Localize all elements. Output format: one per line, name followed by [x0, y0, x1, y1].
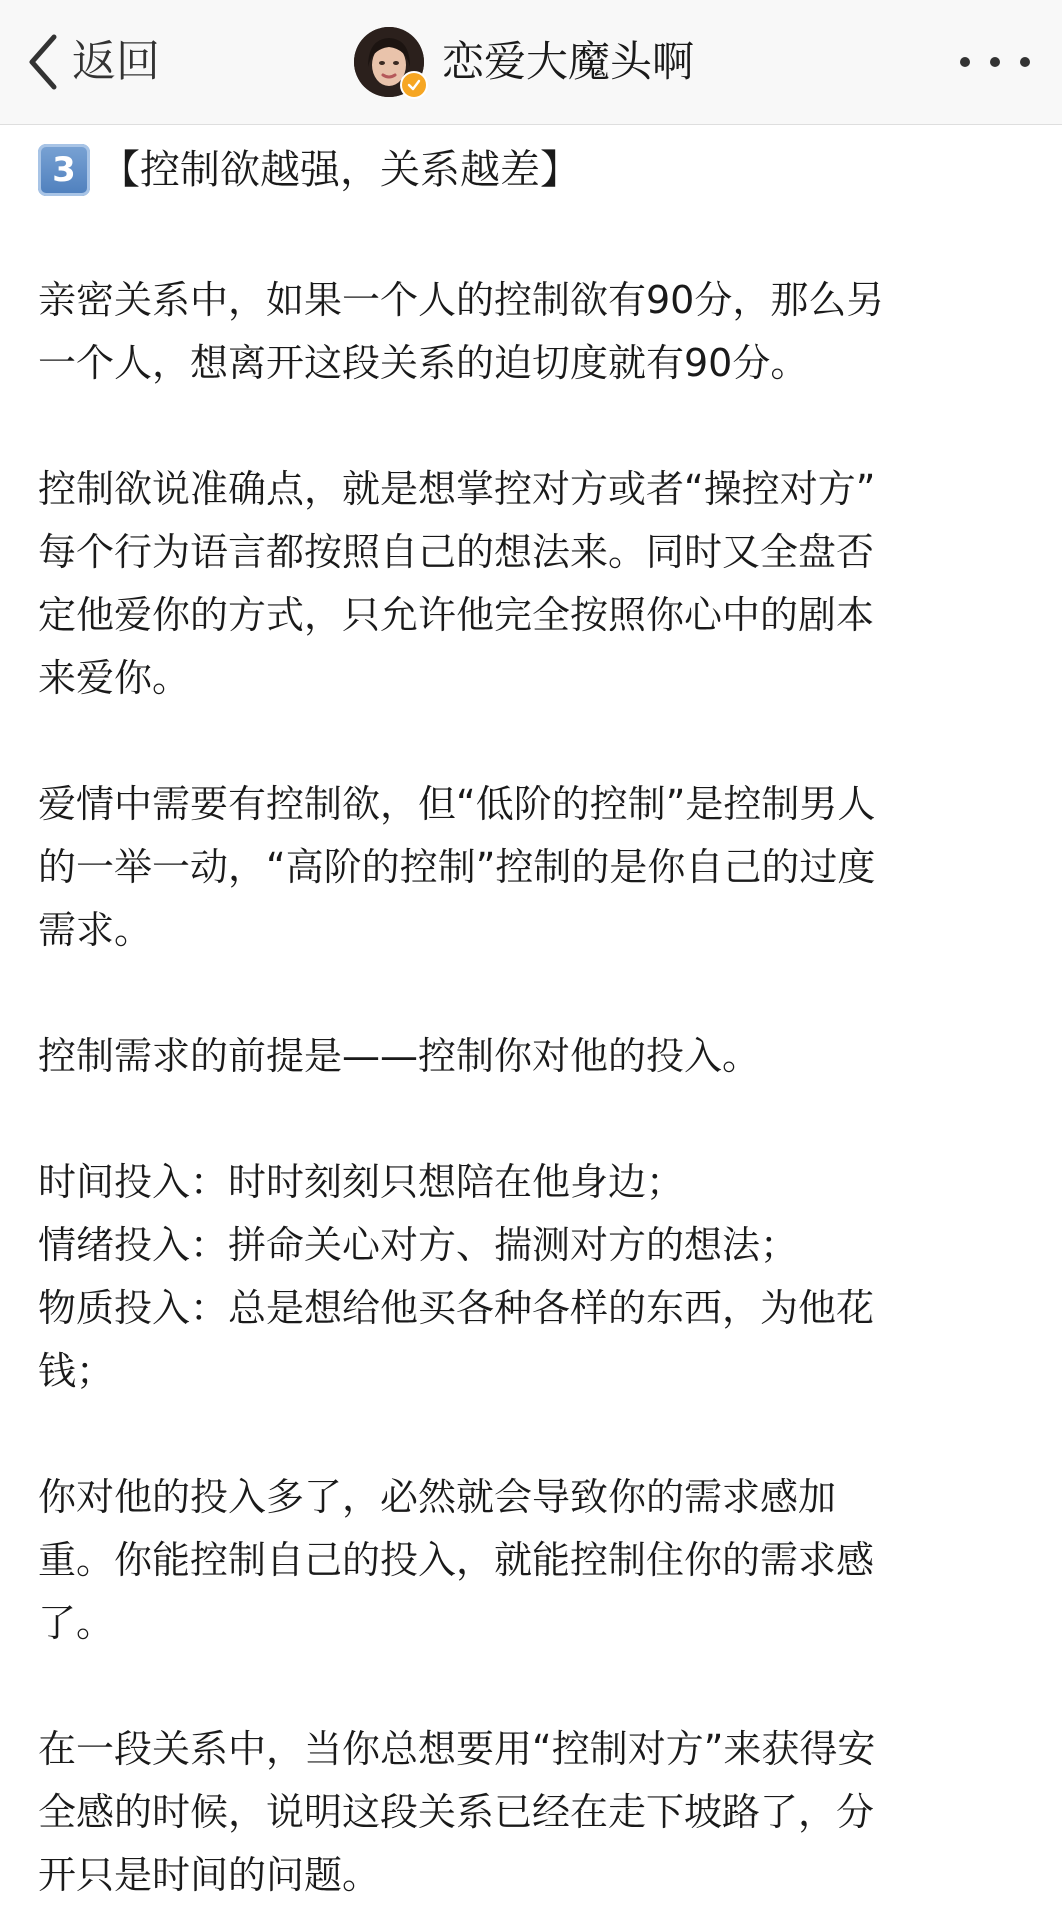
paragraph-6: 你对他的投入多了，必然就会导致你的需求感加 重。你能控制自己的投入，就能控制住你的需求感 了。: [38, 1475, 875, 1645]
heading-text: 【控制欲越强，关系越差】: [100, 147, 580, 193]
heading-number: 3: [52, 150, 76, 190]
paragraph-7: 在一段关系中，当你总想要用“控制对方”来获得安 全感的时候，说明这段关系已经在走下坡路了，分 开只是时间的问题。: [38, 1727, 876, 1897]
back-button[interactable]: [26, 28, 160, 96]
more-dots-icon: [960, 57, 970, 67]
profile-header[interactable]: [354, 24, 694, 100]
paragraph-3: 爱情中需要有控制欲，但“低阶的控制”是控制男人 的一举一动，“高阶的控制”控制的是你自己的过度 需求。: [38, 782, 876, 952]
back-label: 返回: [72, 36, 160, 87]
keycap-3-icon: [38, 144, 90, 196]
paragraph-1: 亲密关系中，如果一个人的控制欲有90分，那么另 一个人，想离开这段关系的迫切度就有90分。: [38, 278, 885, 385]
more-dots-icon: [990, 57, 1000, 67]
paragraph-4: 控制需求的前提是——控制你对他的投入。: [38, 1034, 761, 1078]
post-content: [38, 134, 1018, 1907]
avatar[interactable]: [354, 27, 424, 97]
more-options-button[interactable]: [960, 44, 1030, 80]
more-dots-icon: [1020, 57, 1030, 67]
paragraph-5: 时间投入：时时刻刻只想陪在他身边； 情绪投入：拼命关心对方、揣测对方的想法； 物质投入：总是想给他买各种各样的东西，为他花 钱；: [38, 1160, 875, 1393]
paragraph-2: 控制欲说准确点，就是想掌控对方或者“操控对方” 每个行为语言都按照自己的想法来。同时又全盘否 定他爱你的方式，只允许他完全按照你心中的剧本 来爱你。: [38, 467, 876, 700]
top-nav-bar: [0, 0, 1062, 125]
post-heading: [38, 134, 1018, 206]
chevron-left-icon: [26, 33, 60, 91]
verified-badge-icon: [400, 71, 428, 99]
username: 恋爱大魔头啊: [442, 37, 695, 86]
